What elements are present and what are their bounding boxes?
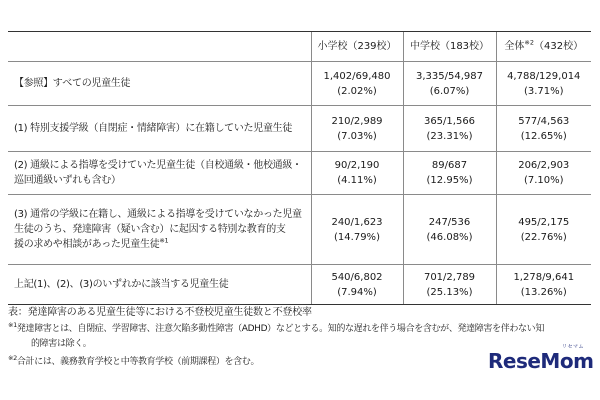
footnote-1 — [8, 322, 544, 336]
row-label: 【参照】すべての児童生徒 — [8, 62, 311, 106]
table-header-row — [8, 32, 591, 62]
cell-elementary: 210/2,989 (7.03%) — [311, 106, 403, 152]
cell-junior: 247/536 (46.08%) — [403, 195, 496, 265]
table-row — [8, 106, 591, 152]
footnote-1-cont: 的障害は除く。 — [31, 339, 92, 349]
cell-total: 1,278/9,641 (13.26%) — [496, 265, 591, 305]
row-label: (2) 通級による指導を受けていた児童生徒（自校通級・他校通級・ 巡回通級いずれも含む） — [8, 152, 311, 195]
cell-junior: 89/687 (12.95%) — [403, 152, 496, 195]
row-label: (1) 特別支援学級（自閉症・情緒障害）に在籍していた児童生徒 — [8, 106, 311, 152]
row-label: 上記(1)、(2)、(3)のいずれかに該当する児童生徒 — [8, 265, 311, 305]
footnote-2-text: 合計には、義務教育学校と中等教育学校（前期課程）を含む。 — [16, 357, 260, 367]
header-total-count: （432校） — [534, 41, 584, 52]
row-label: (3) 通常の学級に在籍し、通級による指導を受けていなかった児童 生徒のうち、発達障害（疑い含む）に起因する特別な教育的支 援の求めや相談があった児童生徒$^{※1}$ — [8, 195, 311, 265]
header-total — [496, 32, 591, 62]
table-row — [8, 62, 591, 106]
footnote-2-mark: ※2 — [8, 354, 17, 362]
cell-elementary: 240/1,623 (14.79%) — [311, 195, 403, 265]
cell-elementary: 90/2,190 (4.11%) — [311, 152, 403, 195]
header-total-label: 全体 — [504, 41, 525, 52]
table-caption: 表：発達障害のある児童生徒等における不登校児童生徒数と不登校率 — [8, 307, 312, 318]
cell-elementary: 540/6,802 (7.94%) — [311, 265, 403, 305]
resemom-logo: ReseMom — [488, 349, 594, 373]
table-row — [8, 265, 591, 305]
cell-junior: 3,335/54,987 (6.07%) — [403, 62, 496, 106]
cell-junior: 365/1,566 (23.31%) — [403, 106, 496, 152]
cell-total: 577/4,563 (12.65%) — [496, 106, 591, 152]
header-junior: 中学校（183校） — [403, 32, 496, 62]
cell-elementary: 1,402/69,480 (2.02%) — [311, 62, 403, 106]
footnote-1-mark: ※1 — [8, 321, 17, 329]
header-total-note: ※2 — [524, 38, 534, 47]
cell-total: 4,788/129,014 (3.71%) — [496, 62, 591, 106]
logo-kana: リセマム — [562, 344, 584, 350]
footnote-mark: ※1 — [159, 236, 169, 245]
cell-junior: 701/2,789 (25.13%) — [403, 265, 496, 305]
footnote-2 — [8, 355, 259, 369]
header-elementary: 小学校（239校） — [311, 32, 403, 62]
data-table — [8, 31, 591, 305]
table-row — [8, 152, 591, 195]
footnote-1-line1: 発達障害とは、自閉症、学習障害、注意欠陥多動性障害（ADHD）などとする。知的な遅れを伴う場合を含むが、発達障害を伴わない知 — [16, 324, 544, 334]
cell-total: 495/2,175 (22.76%) — [496, 195, 591, 265]
table-row — [8, 195, 591, 265]
cell-total: 206/2,903 (7.10%) — [496, 152, 591, 195]
header-category — [8, 32, 311, 62]
